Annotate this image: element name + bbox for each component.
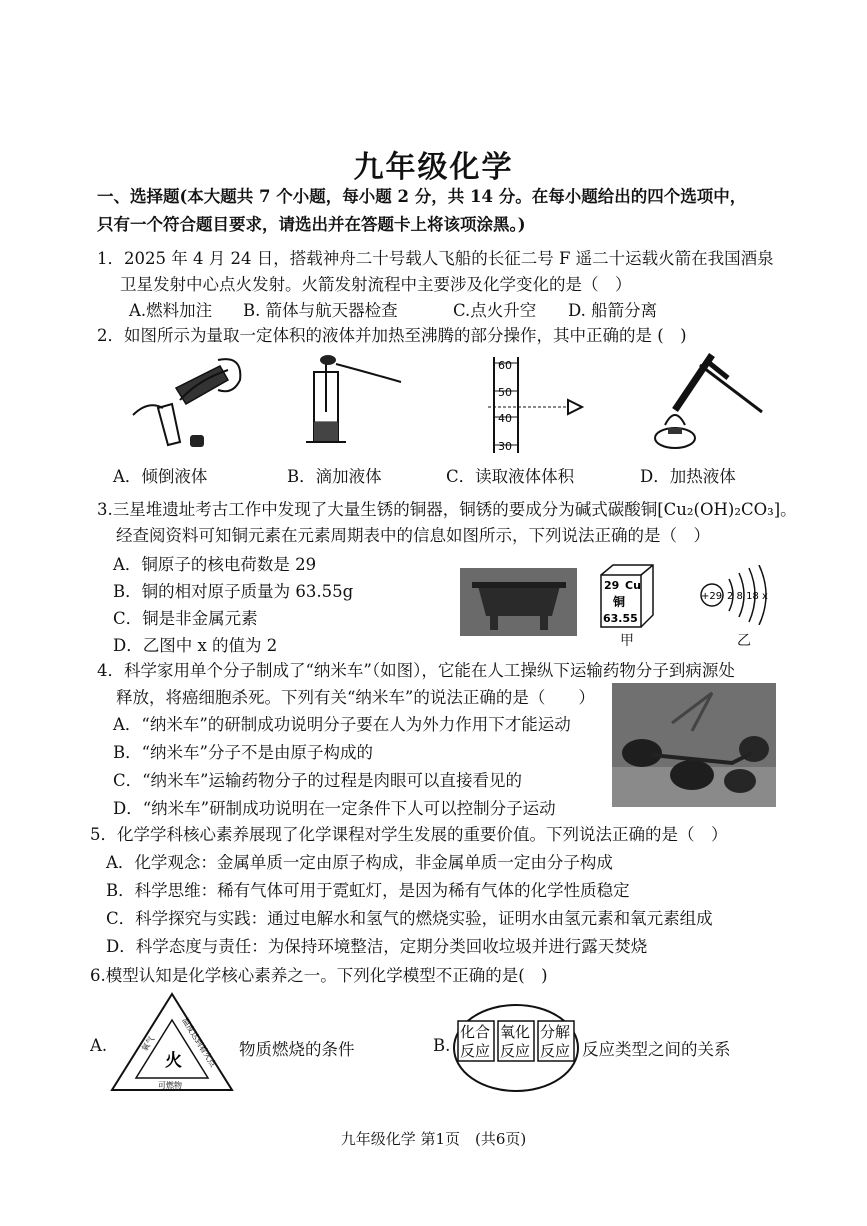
box1-line1: 化合 [460, 1023, 491, 1041]
q3-option-b: B．铜的相对原子质量为 63.55g [113, 582, 354, 601]
q6-option-b-caption: 反应类型之间的关系 [582, 1040, 731, 1059]
q4-option-b: B．“纳米车”分子不是由原子构成的 [113, 743, 373, 762]
scale-label-30: 30 [498, 440, 512, 453]
box3-line2: 反应 [540, 1042, 571, 1060]
q4-option-d: D．“纳米车”研制成功说明在一定条件下人可以控制分子运动 [113, 799, 556, 818]
q3-option-d: D．乙图中 x 的值为 2 [113, 636, 278, 655]
q6-stem: 6.模型认知是化学核心素养之一。下列化学模型不正确的是( ) [90, 966, 548, 985]
element-name: 铜 [613, 595, 626, 609]
element-mass: 63.55 [603, 612, 638, 625]
q1-option-b: B. 箭体与航天器检查 [243, 301, 398, 320]
dropping-liquid-figure [296, 352, 406, 447]
q5-stem: 5．化学学科核心素养展现了化学课程对学生发展的重要价值。下列说法正确的是（ ） [90, 825, 728, 844]
atom-nucleus: +29 [701, 591, 723, 602]
section-heading-line2: 只有一个符合题目要求，请选出并在答题卡上将该项涂黑。) [97, 215, 526, 234]
q1-option-a: A.燃料加注 [129, 301, 213, 320]
nanocar-photo [612, 683, 776, 807]
reaction-types-model [452, 1003, 580, 1093]
q3-option-a: A．铜原子的核电荷数是 29 [113, 555, 317, 574]
q1-stem-line1: 1．2025 年 4 月 24 日，搭载神舟二十号载人飞船的长征二号 F 遥二十运载火箭在我国酒泉 [97, 249, 774, 268]
element-symbol: Cu [625, 579, 641, 592]
copper-element-card [595, 563, 651, 625]
page-title: 九年级化学 [353, 150, 514, 185]
pouring-liquid-figure [128, 350, 253, 462]
q2-option-a: A．倾倒液体 [113, 467, 208, 486]
q3-option-c: C．铜是非金属元素 [113, 609, 258, 628]
q5-option-c: C．科学探究与实践：通过电解水和氢气的燃烧实验，证明水由氢元素和氧元素组成 [106, 909, 713, 928]
q4-stem-line1: 4．科学家用单个分子制成了“纳米车”（如图），它能在人工操纵下运输药物分子到病源处 [97, 661, 735, 680]
section-heading-line1: 一、选择题(本大题共 7 个小题，每小题 2 分，共 14 分。在每小题给出的四个选项中， [97, 187, 747, 206]
triangle-left: 氧气 [140, 1034, 157, 1054]
q5-option-b: B．科学思维：稀有气体可用于霓虹灯，是因为稀有气体的化学性质稳定 [106, 881, 630, 900]
q4-option-c: C．“纳米车”运输药物分子的过程是肉眼可以直接看见的 [113, 771, 522, 790]
page-footer: 九年级化学 第1页 (共6页) [340, 1130, 527, 1148]
triangle-center: 火 [165, 1051, 182, 1071]
bronze-vessel-photo [460, 568, 577, 636]
scale-label-50: 50 [498, 386, 512, 399]
q4-stem-line2: 释放，将癌细胞杀死。下列有关“纳米车”的说法正确的是（ ） [116, 688, 595, 707]
q1-stem-line2: 卫星发射中心点火发射。火箭发射流程中主要涉及化学变化的是（ ） [120, 275, 632, 294]
q2-option-c: C．读取液体体积 [446, 467, 575, 486]
scale-label-40: 40 [498, 412, 512, 425]
q3-stem-line2: 经查阅资料可知铜元素在元素周期表中的信息如图所示，下列说法正确的是（ ） [116, 526, 710, 545]
q5-option-d: D．科学态度与责任：为保持环境整洁，定期分类回收垃圾并进行露天焚烧 [106, 937, 648, 956]
box2-line1: 氧化 [500, 1023, 531, 1041]
label-jia: 甲 [620, 633, 634, 649]
q1-option-d: D. 船箭分离 [568, 301, 658, 320]
element-number: 29 [604, 579, 620, 592]
box1-line2: 反应 [460, 1042, 491, 1060]
q6-option-b-letter: B. [433, 1036, 451, 1055]
q5-option-a: A．化学观念：金属单质一定由原子构成，非金属单质一定由分子构成 [106, 853, 613, 872]
label-yi: 乙 [737, 633, 751, 649]
q2-stem: 2．如图所示为量取一定体积的液体并加热至沸腾的部分操作，其中正确的是 ( ) [97, 326, 687, 345]
box3-line1: 分解 [540, 1023, 571, 1041]
atom-shells: 2 8 18 x [727, 591, 768, 602]
box2-line2: 反应 [500, 1042, 531, 1060]
triangle-right: 温度达到着火点 [180, 1016, 218, 1069]
reading-volume-figure [488, 355, 588, 455]
fire-triangle-model [108, 990, 236, 1096]
q3-stem-line1: 3.三星堆遗址考古工作中发现了大量生锈的铜器，铜锈的要成分为碱式碳酸铜[Cu₂(OH)₂CO₃]。 [97, 500, 797, 519]
scale-label-60: 60 [498, 359, 512, 372]
q2-option-b: B．滴加液体 [287, 467, 382, 486]
triangle-bottom: 可燃物 [158, 1081, 182, 1090]
q4-option-a: A．“纳米车”的研制成功说明分子要在人为外力作用下才能运动 [113, 715, 571, 734]
copper-atom-diagram [695, 565, 775, 625]
q2-option-d: D．加热液体 [640, 467, 736, 486]
heating-liquid-figure [640, 350, 768, 455]
q6-option-a-letter: A. [90, 1036, 108, 1055]
q1-option-c: C.点火升空 [453, 301, 537, 320]
q6-option-a-caption: 物质燃烧的条件 [239, 1040, 355, 1059]
